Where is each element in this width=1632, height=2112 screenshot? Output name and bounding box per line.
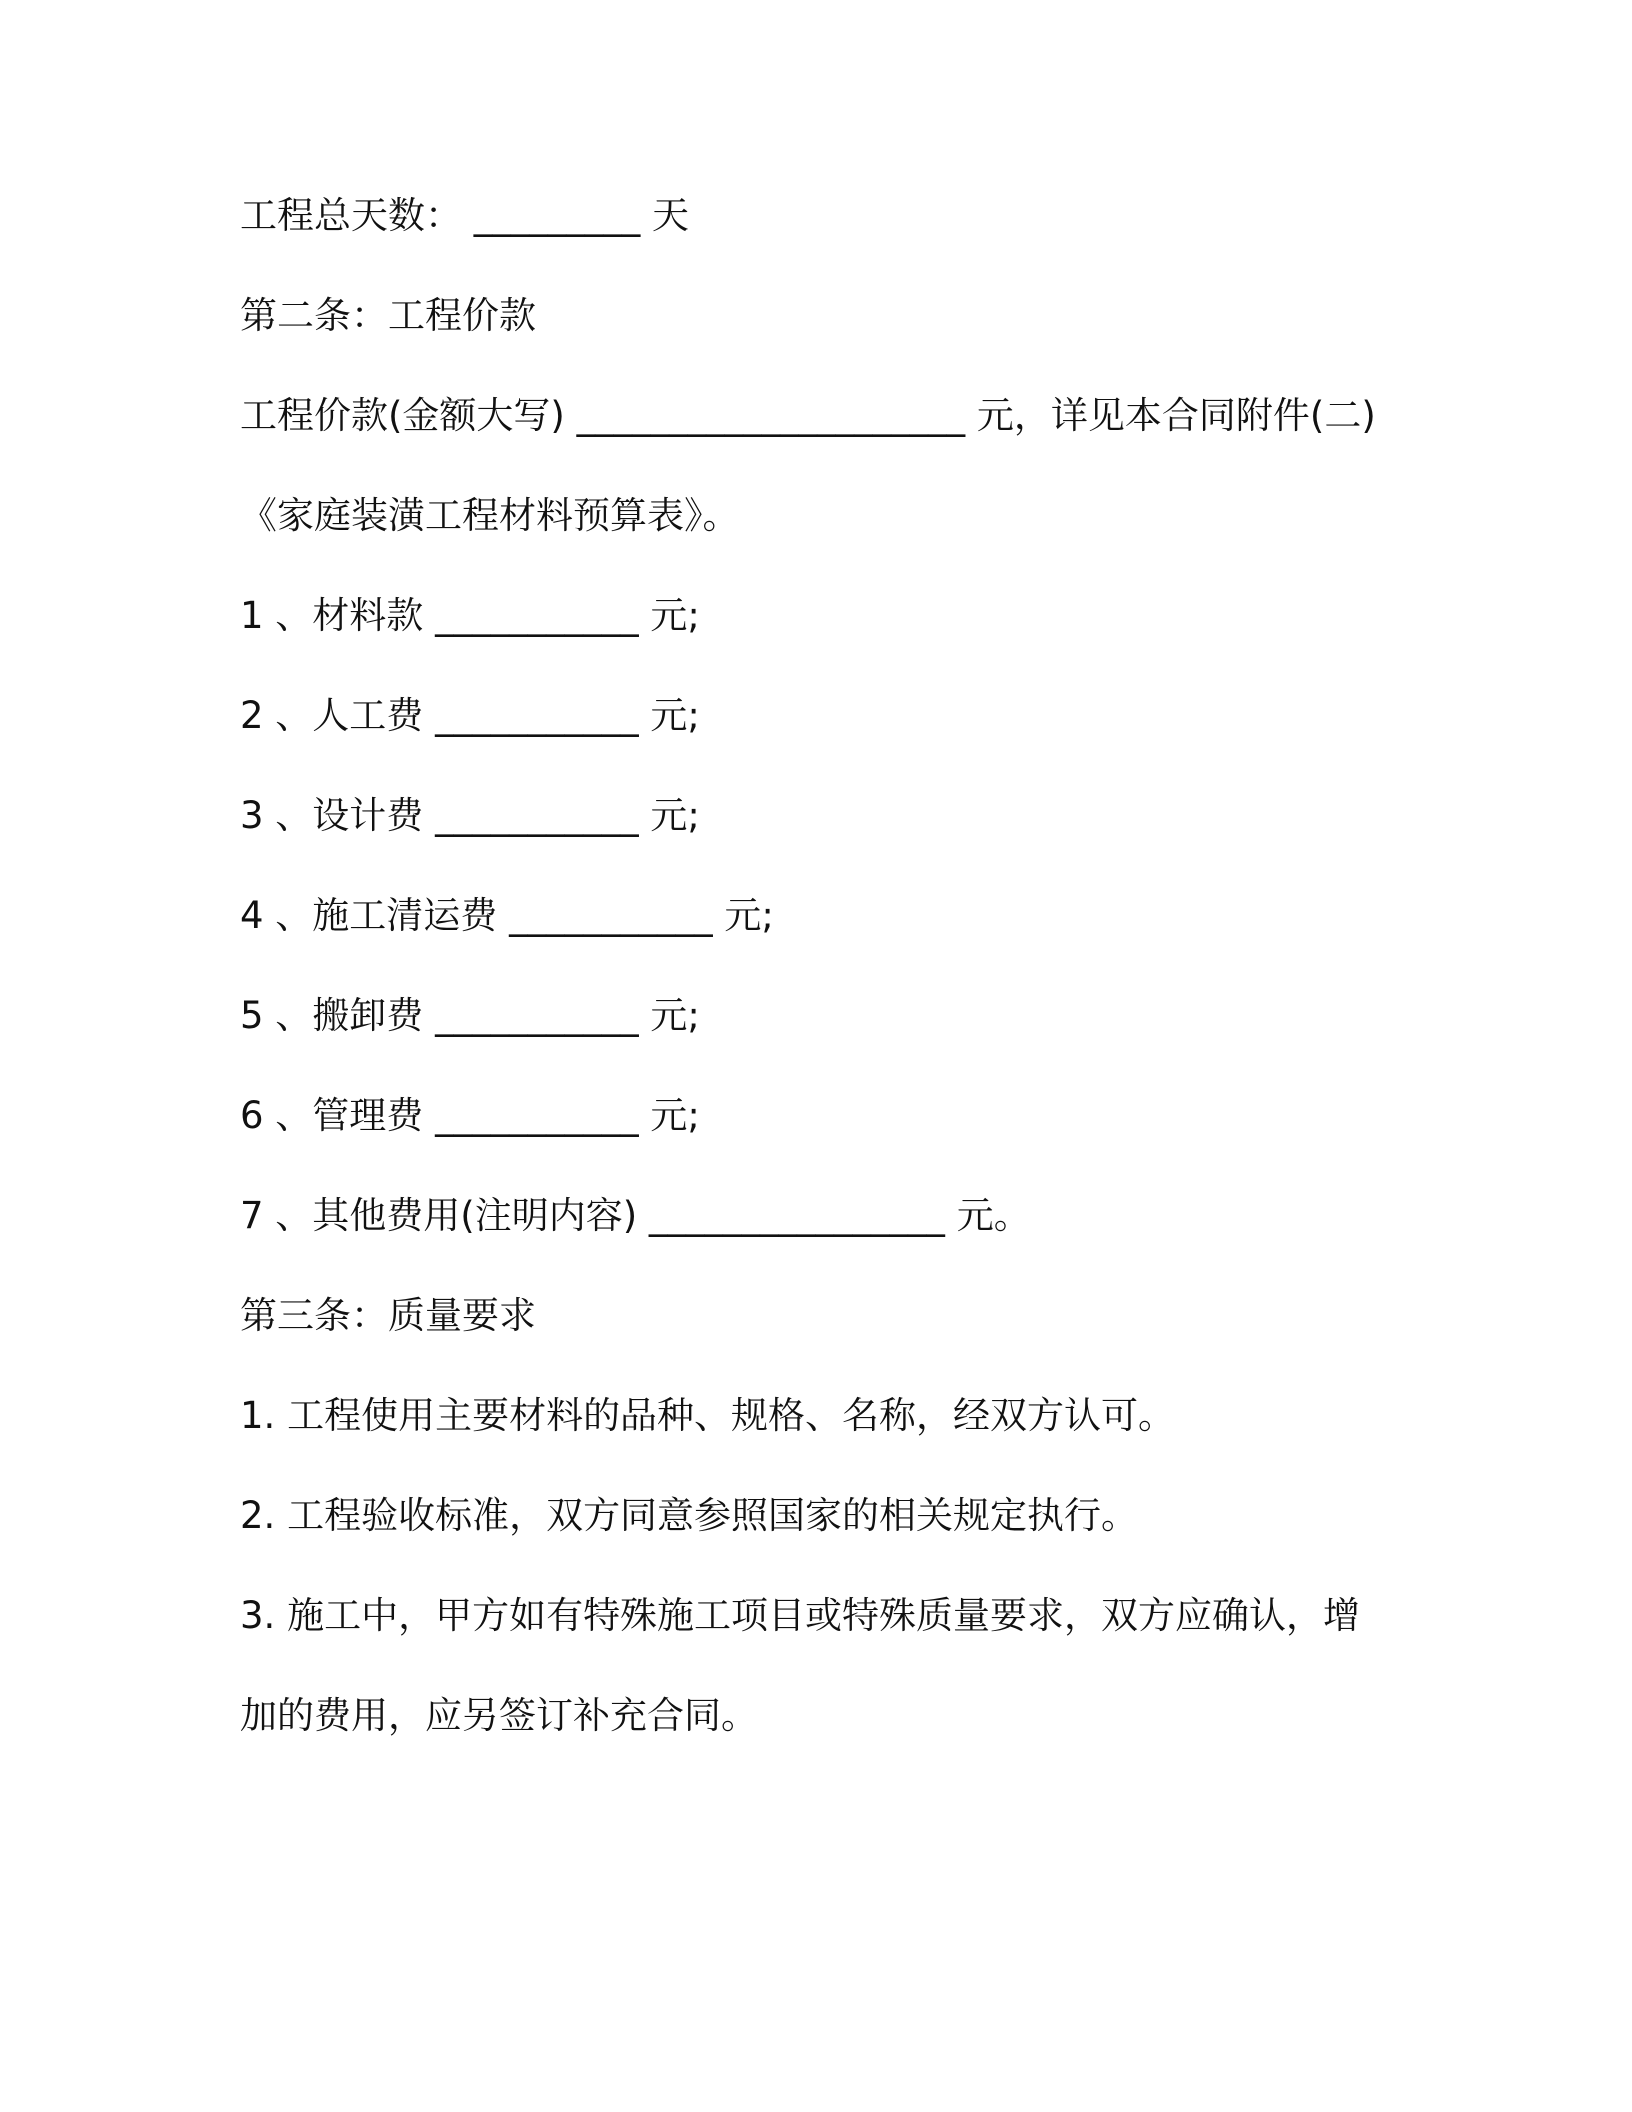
quality-clause-3: 3. 施工中，甲方如有特殊施工项目或特殊质量要求，双方应确认，增 xyxy=(240,1594,1361,1637)
article-3-heading: 第三条：质量要求 xyxy=(240,1294,536,1337)
article-2-heading: 第二条：工程价款 xyxy=(240,294,536,337)
fee-item-materials: 1 、材料款 ___________ 元; xyxy=(240,594,700,637)
project-price-line: 工程价款(金额大写) _____________________ 元，详见本合同附件(二) xyxy=(240,394,1376,437)
fee-item-design: 3 、设计费 ___________ 元; xyxy=(240,794,700,837)
total-days-line: 工程总天数： _________ 天 xyxy=(240,194,690,237)
fee-item-management: 6 、管理费 ___________ 元; xyxy=(240,1094,700,1137)
quality-clause-1: 1. 工程使用主要材料的品种、规格、名称，经双方认可。 xyxy=(240,1394,1176,1437)
fee-item-cleanup: 4 、施工清运费 ___________ 元; xyxy=(240,894,774,937)
quality-clause-3-continued: 加的费用，应另签订补充合同。 xyxy=(240,1694,758,1737)
quality-clause-2: 2. 工程验收标准，双方同意参照国家的相关规定执行。 xyxy=(240,1494,1139,1537)
fee-item-labor: 2 、人工费 ___________ 元; xyxy=(240,694,700,737)
budget-table-reference: 《家庭装潢工程材料预算表》。 xyxy=(240,494,740,537)
fee-item-other: 7 、其他费用(注明内容) ________________ 元。 xyxy=(240,1194,1031,1237)
fee-item-moving: 5 、搬卸费 ___________ 元; xyxy=(240,994,700,1037)
